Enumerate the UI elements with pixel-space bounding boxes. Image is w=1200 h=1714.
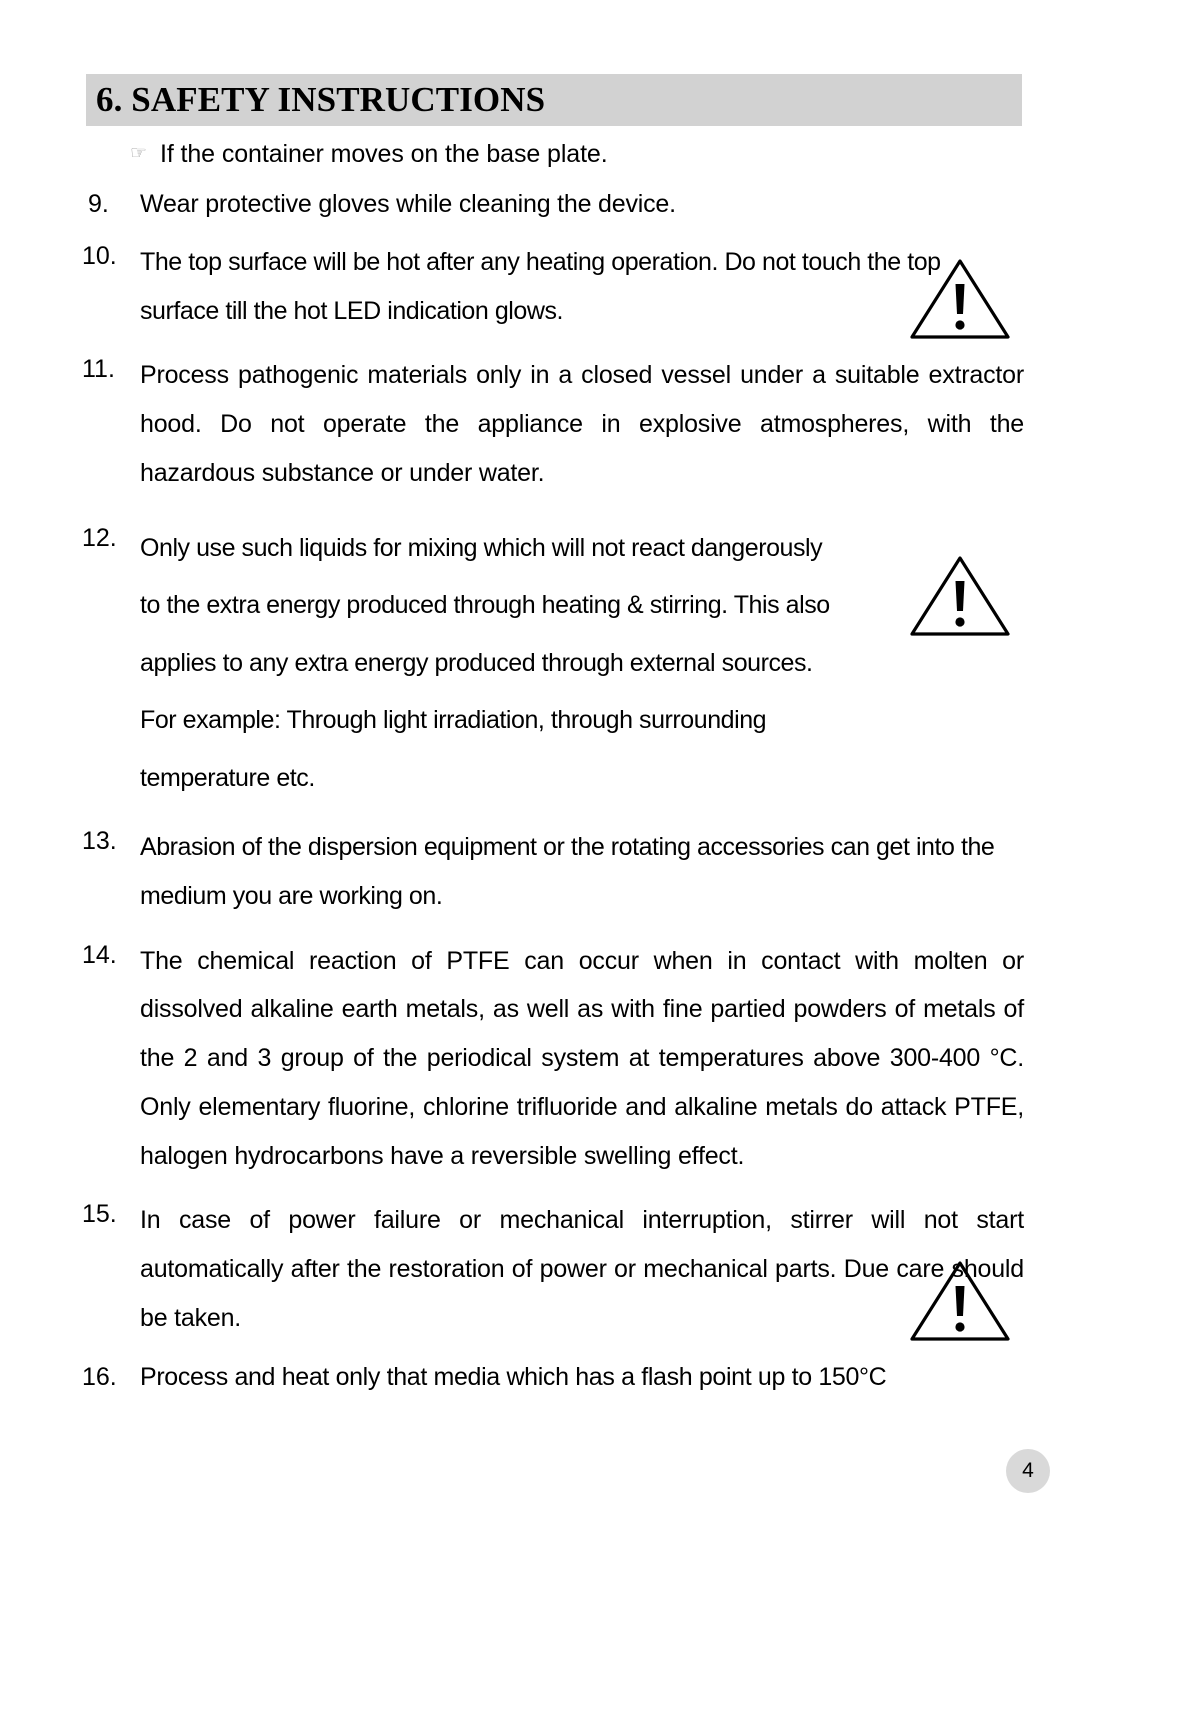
list-item-text: Wear protective gloves while cleaning the device. <box>140 189 676 218</box>
list-item <box>82 823 1024 921</box>
hand-note <box>130 138 1024 172</box>
content-column <box>82 138 1024 1405</box>
list-item-number: 16. <box>82 1362 117 1391</box>
list-item-number: 10. <box>82 241 117 270</box>
list-item-text: Process pathogenic materials only in a closed vessel under a suitable extractor hood. Do not operate the appliance in explosive atmospheres, with the hazardous substance or under water. <box>140 361 1024 487</box>
list-item-text: The chemical reaction of PTFE can occur when in contact with molten or dissolved alkaline earth metals, as well as with fine partied powders of metals of the 2 and 3 group of the periodical system at temperatures above 300-400 °C. Only elementary fluorine, chlorine trifluoride and alkaline metals do attack PTFE, halogen hydrocarbons have a reversible swelling effect. <box>140 946 1024 1170</box>
list-item-number: 13. <box>82 827 117 855</box>
list-item-number: 15. <box>82 1200 117 1229</box>
warning-triangle-icon <box>908 256 1012 342</box>
section-header <box>86 74 1022 126</box>
page-number-badge <box>1006 1449 1050 1493</box>
list-item <box>82 238 1024 336</box>
list-item <box>82 937 1024 1181</box>
list-item-number: 12. <box>82 523 117 552</box>
list-item <box>82 520 1024 808</box>
list-item-number: 14. <box>82 940 117 969</box>
list-item-text: Only use such liquids for mixing which will not react dangerously to the extra energy produced through heating & stirring. This also applies to any extra energy produced through external sources. For example: Through light irradiation, through surrounding temperature etc. <box>140 533 830 792</box>
page-number-value: 4 <box>1022 1459 1034 1482</box>
list-item <box>82 186 1024 222</box>
spacer <box>82 508 1024 520</box>
hand-note-text: If the container moves on the base plate. <box>160 140 608 168</box>
list-item-text: In case of power failure or mechanical interruption, stirrer will not start automatically after the restoration of power or mechanical parts. Due care should be taken. <box>140 1206 1024 1332</box>
list-item-text: Process and heat only that media which has a flash point up to 150°C <box>140 1362 887 1391</box>
page-title: 6. SAFETY INSTRUCTIONS <box>96 80 546 119</box>
pointing-hand-icon: ☞ <box>130 143 148 164</box>
list-item-number: 9. <box>88 189 109 218</box>
list-item <box>82 351 1024 497</box>
list-item-text: Abrasion of the dispersion equipment or the rotating accessories can get into the medium you are working on. <box>140 833 995 910</box>
list-item-number: 11. <box>82 355 115 384</box>
list-item <box>82 1359 1024 1395</box>
list-item <box>82 1196 1024 1342</box>
list-item-text: The top surface will be hot after any heating operation. Do not touch the top surface till the hot LED indication glows. <box>140 247 941 325</box>
warning-triangle-icon <box>908 1258 1012 1344</box>
warning-triangle-icon <box>908 553 1012 639</box>
